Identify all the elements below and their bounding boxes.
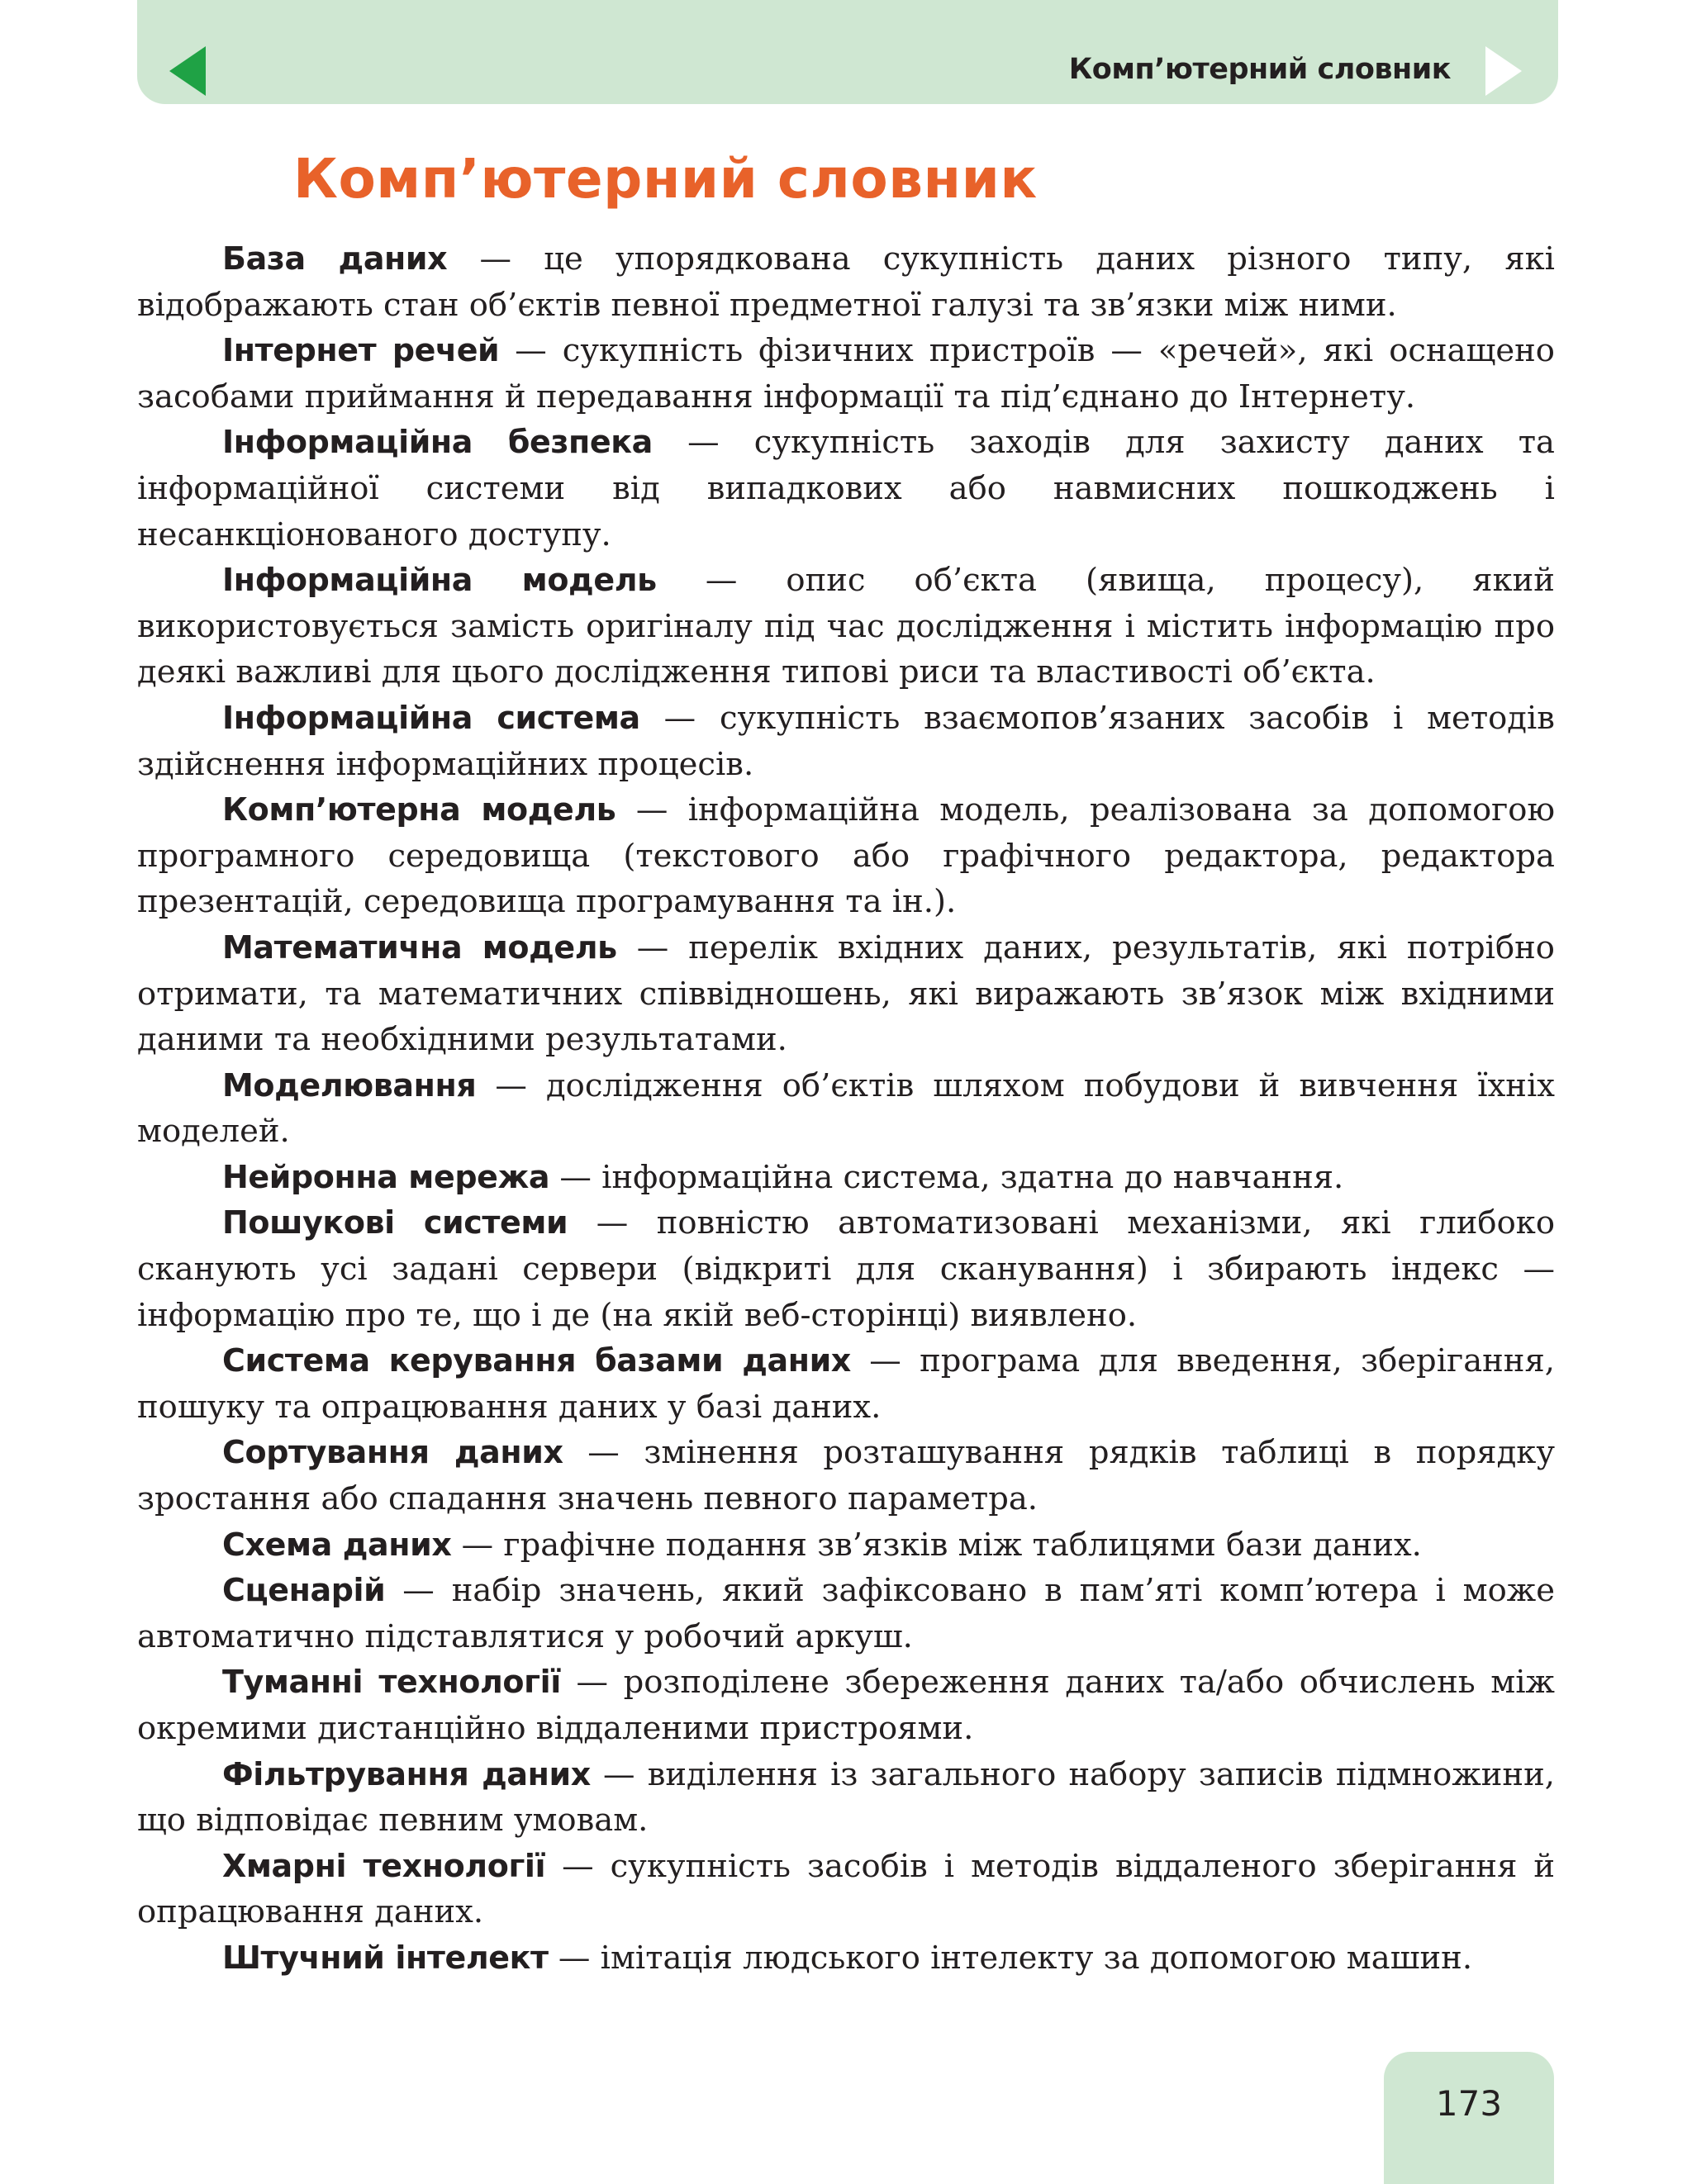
em-dash-separator: — xyxy=(560,1664,624,1702)
glossary-entry xyxy=(137,1430,1555,1522)
glossary-entry xyxy=(137,1844,1555,1935)
glossary-definition: набір значень, який зафіксовано в пам’яті комп’ютера і може автоматично підставлятися у робочий аркуш. xyxy=(137,1572,1555,1655)
glossary-term: Моделювання xyxy=(222,1066,477,1104)
glossary-entry xyxy=(137,328,1555,420)
glossary-entry xyxy=(137,236,1555,328)
em-dash-separator: — xyxy=(545,1847,611,1885)
next-page-arrow-icon[interactable] xyxy=(1485,46,1522,96)
glossary-definition: дослідження об’єктів шляхом побудови й вивчення їхніх моделей. xyxy=(137,1066,1555,1151)
glossary-entry xyxy=(137,420,1555,558)
glossary-definition: сукупність фізичних пристроїв — «речей», які оснащено засобами приймання й передавання інформації та під’єднано до Інтернету. xyxy=(137,332,1555,415)
glossary-definition: інформаційна модель, реалізована за допомогою програмного середовища (текстового або графічного редактора, редактора презентацій, середовища програмування та ін.). xyxy=(137,791,1555,921)
em-dash-separator: — xyxy=(451,1526,504,1564)
em-dash-separator: — xyxy=(548,1939,601,1977)
glossary-term: Туманні технології xyxy=(222,1664,561,1701)
em-dash-separator: — xyxy=(476,1066,546,1104)
glossary-term: Комп’ютерна модель xyxy=(222,791,616,828)
glossary-term: Інформаційна система xyxy=(222,699,640,736)
glossary-definition: перелік вхідних даних, результатів, які потрібно отримати, та математичних співвідношень, які виражають зв’язок між вхідними даними та необхідними результатами. xyxy=(137,928,1555,1059)
glossary-definition: сукупність засобів і методів віддаленого зберігання й опрацювання даних. xyxy=(137,1847,1555,1931)
glossary-definition: сукупність взаємопов’язаних засобів і методів здійснення інформаційних процесів. xyxy=(137,699,1555,783)
glossary-entry xyxy=(137,1338,1555,1430)
em-dash-separator: — xyxy=(385,1572,452,1610)
glossary-definition: це упорядкована сукупність даних різного типу, які відображають стан об’єктів певної предметної галузі та зв’язки між ними. xyxy=(137,240,1555,324)
em-dash-separator: — xyxy=(549,1158,602,1196)
glossary-term: Математична модель xyxy=(222,928,617,966)
em-dash-separator: — xyxy=(563,1434,644,1472)
glossary-term: Хмарні технології xyxy=(222,1847,546,1884)
page-number: 173 xyxy=(1435,2083,1503,2124)
glossary-entry xyxy=(137,925,1555,1063)
glossary-term: Інтернет речей xyxy=(222,332,500,369)
glossary-definition: виділення із загального набору записів підмножини, що відповідає певним умовам. xyxy=(137,1755,1555,1840)
glossary-definition: опис об’єкта (явища, процесу), який використовується замість оригіналу під час дослідження і містить інформацію про деякі важливі для цього дослідження типові риси та властивості об’єкта. xyxy=(137,562,1555,691)
glossary-entry xyxy=(137,558,1555,696)
previous-page-arrow-icon[interactable] xyxy=(169,46,206,96)
glossary-entry xyxy=(137,1200,1555,1338)
running-title: Комп’ютерний словник xyxy=(1068,53,1451,86)
glossary-entry xyxy=(137,1568,1555,1659)
glossary-definition: програма для введення, зберігання, пошуку та опрацювання даних у базі даних. xyxy=(137,1342,1555,1426)
glossary-definition: графічне подання зв’язків між таблицями бази даних. xyxy=(503,1526,1422,1564)
glossary-definition: змінення розташування рядків таблиці в порядку зростання або спадання значень певного параметра. xyxy=(137,1434,1555,1518)
em-dash-separator: — xyxy=(639,699,720,737)
em-dash-separator: — xyxy=(850,1342,920,1380)
glossary xyxy=(137,236,1555,1982)
glossary-entry xyxy=(137,787,1555,925)
glossary-term: Фільтрування даних xyxy=(222,1755,591,1792)
page-title: Комп’ютерний словник xyxy=(293,147,1038,211)
glossary-term: Пошукові системи xyxy=(222,1204,568,1242)
em-dash-separator: — xyxy=(656,562,787,600)
glossary-term: Сценарій xyxy=(222,1572,386,1609)
glossary-definition: повністю автоматизовані механізми, які глибоко сканують усі задані сервери (відкриті для сканування) і збирають індекс — інформацію про те, що і де (на якій веб-сторінці) виявлено. xyxy=(137,1204,1556,1334)
glossary-term: Інформаційна безпека xyxy=(222,424,653,461)
glossary-term: Нейронна мережа xyxy=(222,1158,550,1195)
em-dash-separator: — xyxy=(568,1204,657,1242)
glossary-entry xyxy=(137,1063,1555,1155)
glossary-term: Схема даних xyxy=(222,1526,452,1563)
em-dash-separator: — xyxy=(616,928,689,966)
glossary-definition: розподілене збереження даних та/або обчислень між окремими дистанційно віддаленими пристроями. xyxy=(137,1664,1555,1747)
glossary-entry xyxy=(137,1522,1555,1569)
em-dash-separator: — xyxy=(499,332,563,370)
glossary-term: Інформаційна модель xyxy=(222,562,657,599)
glossary-entry xyxy=(137,1935,1555,1982)
em-dash-separator: — xyxy=(447,240,544,278)
glossary-entry xyxy=(137,1752,1555,1844)
glossary-definition: інформаційна система, здатна до навчання. xyxy=(601,1158,1344,1196)
running-header xyxy=(137,0,1558,104)
em-dash-separator: — xyxy=(590,1755,648,1793)
glossary-definition: сукупність заходів для захисту даних та інформаційної системи від випадкових або навмисних пошкоджень і несанкціонованого доступу. xyxy=(137,424,1555,553)
glossary-term: Сортування даних xyxy=(222,1434,563,1471)
glossary-term: База даних xyxy=(222,240,448,277)
glossary-term: Штучний інтелект xyxy=(222,1939,549,1976)
glossary-definition: імітація людського інтелекту за допомогою машин. xyxy=(600,1939,1473,1977)
em-dash-separator: — xyxy=(615,791,688,829)
glossary-entry xyxy=(137,696,1555,787)
glossary-term: Система керування базами даних xyxy=(222,1342,851,1379)
em-dash-separator: — xyxy=(652,424,754,462)
glossary-entry xyxy=(137,1155,1555,1201)
glossary-entry xyxy=(137,1659,1555,1751)
